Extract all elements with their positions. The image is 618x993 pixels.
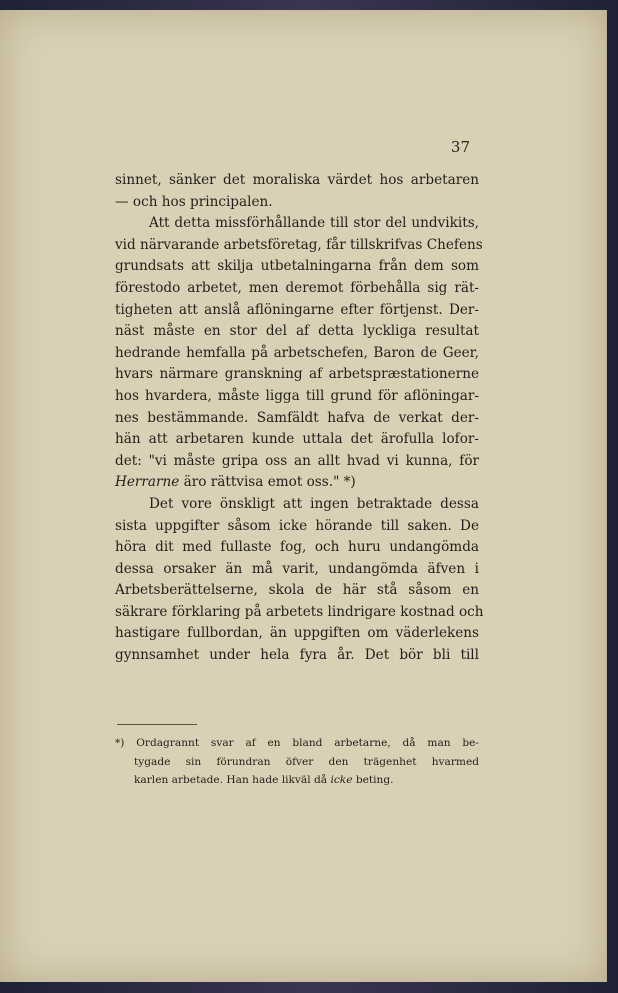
text-line: grundsats att skilja utbetalningarna från dem som xyxy=(115,258,479,275)
text-line: sinnet, sänker det moraliska värdet hos arbetaren xyxy=(115,172,479,188)
text-line: gynnsamhet under hela fyra år. Det bör bli till xyxy=(115,647,479,664)
footnote xyxy=(115,734,479,790)
text-line-rest: äro rättvisa emot oss." *) xyxy=(183,474,356,491)
text-line: hedrande hemfalla på arbetschefen, Baron de Geer, xyxy=(115,344,479,361)
footnote-line xyxy=(115,771,479,790)
footnote-text: karlen arbetade. Han hade likväl då xyxy=(134,774,328,786)
text-line: det: "vi måste gripa oss an allt hvad vi kunna, för xyxy=(115,452,479,469)
footnote-text: beting. xyxy=(355,774,394,786)
text-line: Arbetsberättelserne, skola de här stå såsom en xyxy=(115,582,479,599)
text-line: hastigare fullbordan, än uppgiften om väderlekens xyxy=(115,625,479,642)
text-line: säkrare förklaring på arbetets lindrigare kostnad och xyxy=(115,603,484,620)
text-line: dessa orsaker än må varit, undangömda äfven i xyxy=(115,560,479,577)
text-line: tigheten att anslå aflöningarne efter förtjenst. Der- xyxy=(115,301,479,318)
book-page xyxy=(0,10,607,982)
body-text xyxy=(115,170,484,667)
footnote-line: *) Ordagrannt svar af en bland arbetarne, då man be- xyxy=(115,737,479,749)
text-line: sista uppgifter såsom icke hörande till saken. De xyxy=(115,517,479,534)
text-line: Att detta missförhållande till stor del undvikits, xyxy=(149,215,479,232)
footnote-line: tygade sin förundran öfver den trägenhet hvarmed xyxy=(134,755,479,768)
page-number: 37 xyxy=(450,138,470,156)
text-line: — och hos principalen. xyxy=(115,193,273,210)
italic-word: Herrarne xyxy=(115,474,180,491)
text-line: nes bestämmande. Samfäldt hafva de verkat der- xyxy=(115,409,479,426)
text-line: hos hvardera, måste ligga till grund för aflöningar- xyxy=(115,387,479,404)
text-line: höra dit med fullaste fog, och huru undangömda xyxy=(115,539,479,556)
text-line: hvars närmare granskning af arbetspræstationerne xyxy=(115,366,479,383)
footnote-divider xyxy=(117,724,197,725)
text-line-with-italic xyxy=(115,472,479,494)
text-line: Det vore önskligt att ingen betraktade dessa xyxy=(149,495,479,512)
text-line: vid närvarande arbetsföretag, får tillskrifvas Chefens xyxy=(115,236,483,253)
footnote-italic: icke xyxy=(330,774,353,786)
text-line: näst måste en stor del af detta lyckliga resultat xyxy=(115,323,479,340)
text-line: hän att arbetaren kunde uttala det ärofulla lofor- xyxy=(115,431,479,448)
text-line: förestodo arbetet, men deremot förbehålla sig rät- xyxy=(115,279,479,296)
